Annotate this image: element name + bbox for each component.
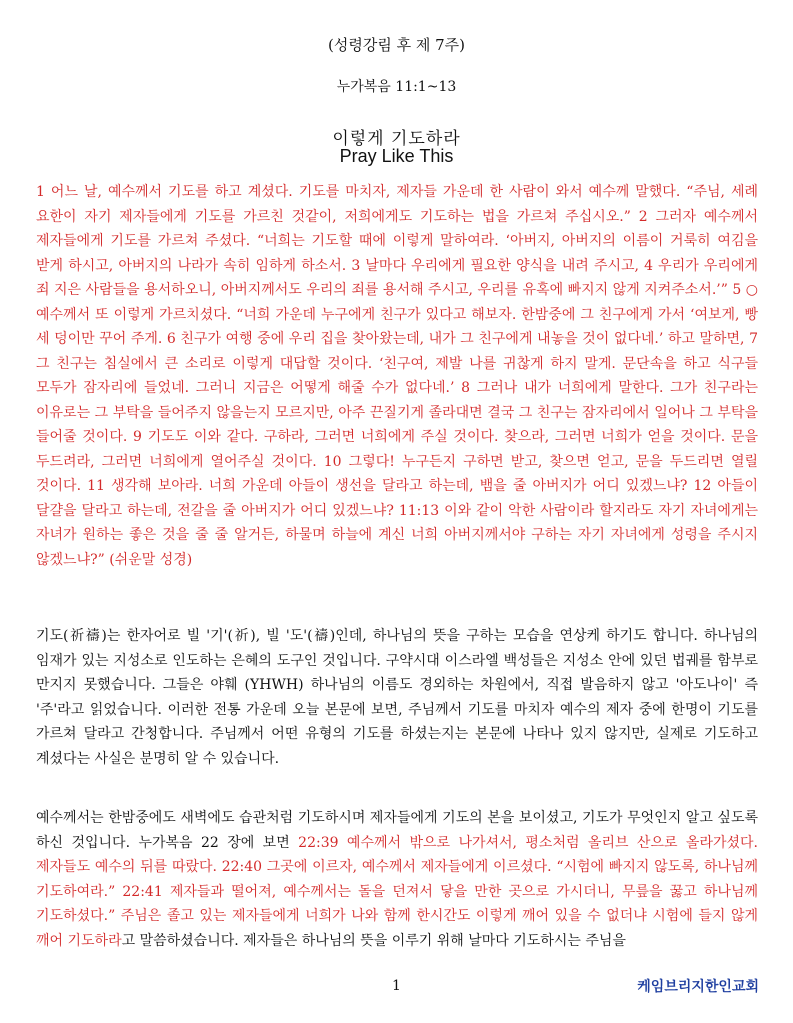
scripture-passage: 1 어느 날, 예수께서 기도를 하고 계셨다. 기도를 마치자, 제자들 가운데 한 사람이 와서 예수께 말했다. “주님, 세례 요한이 자기 제자들에게 기도를 가르친 것같이, 저희에게도 기도하는 법을 가르쳐 주십시오.” 2 그러자 예수께서 제자들에게 기도를 가르쳐 주셨다. “너희는 기도할 때에 이렇게 말하여라. ‘아버지, 아버지의 이름이 거룩히 여김을 받게 하시고, 아버지의 나라가 속히 임하게 하소서. 3 날마다 우리에게 필요한 양식을 내려 주시고, 4 우리가 우리에게 죄 지은 사람들을 용서하오니, 아버지께서도 우리의 죄를 용서해 주시고, 우리를 유혹에 빠지지 않게 지켜주소서.’” 5 ○ 예수께서 또 이렇게 가르치셨다. “너희 가운데 누구에게 친구가 있다고 해보자. 한밤중에 그 친구에게 가서 ‘여보게, 빵 세 덩이만 꾸어 주게. 6 친구가 여행 중에 우리 집을 찾아왔는데, 내가 그 친구에게 내놓을 것이 없다네.’ 하고 말하면, 7 그 친구는 침실에서 큰 소리로 이렇게 대답할 것이다. ‘친구여, 제발 나를 귀찮게 하지 말게. 문단속을 하고 식구들 모두가 잠자리에 들었네. 그러니 지금은 어떻게 해줄 수가 없다네.’ 8 그러나 내가 너희에게 말한다. 그가 친구라는 이유로는 그 부탁을 들어주지 않을는지 모르지만, 아주 끈질기게 졸라대면 결국 그 친구는 잠자리에서 일어나 그 부탁을 들어줄 것이다. 9 기도도 이와 같다. 구하라, 그러면 너희에게 주실 것이다. 찾으라, 그러면 너희가 얻을 것이다. 문을 두드려라, 그러면 너희에게 열어주실 것이다. 10 그렇다! 누구든지 구하면 받고, 찾으면 얻고, 문을 두드리면 열릴 것이다. 11 생각해 보아라. 너희 가운데 아들이 생선을 달라고 하는데, 뱀을 줄 아버지가 어디 있겠느냐? 12 아들이 달걀을 달라고 하는데, 전갈을 줄 아버지가 어디 있겠느냐? 11:13 이와 같이 악한 사람이라 할지라도 자기 자녀에게는 자녀가 원하는 좋은 것을 줄 줄 알거든, 하물며 하늘에 계신 너희 아버지께서야 구하는 자기 자녀에게 성령을 주시지 않겠느냐?” (쉬운말 성경) [36, 184, 758, 568]
paragraph-2-text-end: 고 말씀하셨습니다. 제자들은 하나님의 뜻을 이루기 위해 날마다 기도하시는 주님을 [121, 932, 626, 949]
sermon-series-label: (성령강림 후 제 7주) [328, 36, 465, 54]
paragraph-2-quoted-scripture: 22:39 예수께서 밖으로 나가셔서, 평소처럼 올리브 산으로 올라가셨다. 제자들도 예수의 뒤를 따랐다. 22:40 그곳에 이르자, 예수께서 제자들에게 이르셨다. “시험에 빠지지 않도록, 하나님께 기도하여라.” 22:41 제자들과 떨어져, 예수께서는 돌을 던져서 닿을 만한 곳으로 가시더니, 무릎을 꿇고 하나님께 기도하셨다.” 주님은 졸고 있는 제자들에게 너희가 나와 함께 한시간도 이렇게 깨어 있을 수 없더냐 시험에 들지 않게 깨어 기도하라 [36, 834, 758, 949]
sermon-title-english: Pray Like This [339, 146, 454, 166]
body-paragraph-1: 기도(祈禱)는 한자어로 빌 '기'(祈), 빌 '도'(禱)인데, 하나님의 뜻을 구하는 모습을 연상케 하기도 합니다. 하나님의 임재가 있는 지성소로 인도하는 은혜의 도구인 것입니다. 구약시대 이스라엘 백성들은 지성소 안에 있던 법궤를 함부로 만지지 못했습니다. 그들은 야훼 (YHWH) 하나님의 이름도 경외하는 차원에서, 직접 발음하지 않고 '아도나이' 즉 '주'라고 읽었습니다. 이러한 전통 가운데 오늘 본문에 보면, 주님께서 기도를 마치자 예수의 제자 중에 한명이 기도를 가르쳐 달라고 간청합니다. 주님께서 어떤 유형의 기도를 하셨는지는 본문에 나타나 있지 않지만, 실제로 기도하고 계셨다는 사실은 분명히 알 수 있습니다. [36, 628, 758, 767]
paragraph-2-text-start: 예수께서는 한밤중에도 새벽에도 습관처럼 기도하시며 제자들에게 기도의 본을 보이셨고, 기도가 무엇인지 알고 싶도록 하신 것입니다. 누가복음 22 장에 보면 [36, 810, 758, 851]
body-paragraph-2 [36, 806, 758, 953]
scripture-reference: 누가복음 11:1~13 [336, 79, 457, 95]
sermon-title-korean: 이렇게 기도하라 [332, 129, 461, 149]
church-name: 케임브리지한인교회 [637, 979, 759, 995]
page-number: 1 [392, 978, 401, 994]
